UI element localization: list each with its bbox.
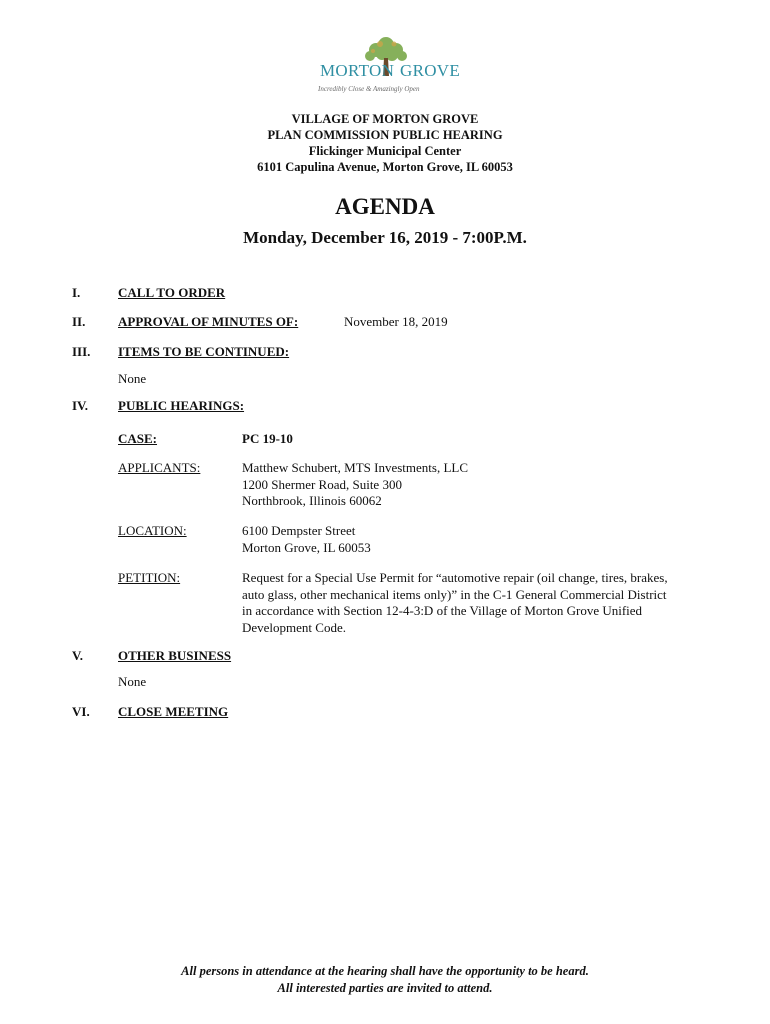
section-title-other-business: OTHER BUSINESS <box>118 648 232 663</box>
section-number: V. <box>72 648 83 663</box>
case-value: PC 19-10 <box>242 431 293 446</box>
applicants-block <box>242 460 468 510</box>
section-number: I. <box>72 285 81 300</box>
petition-line: Development Code. <box>242 619 346 635</box>
petition-line: Request for a Special Use Permit for “automotive repair (oil change, tires, brakes, <box>242 570 668 585</box>
section-title-public-hearings: PUBLIC HEARINGS: <box>118 398 245 413</box>
items-continued-body: None <box>118 371 147 386</box>
morton-grove-logo <box>310 36 460 98</box>
location-block <box>242 523 371 556</box>
section-title-close-meeting: CLOSE MEETING <box>118 704 229 719</box>
applicant-line: 1200 Shermer Road, Suite 300 <box>242 476 402 492</box>
petition-line: in accordance with Section 12-4-3:D of the Village of Morton Grove Unified <box>242 603 643 618</box>
header-address: 6101 Capulina Avenue, Morton Grove, IL 60053 <box>257 160 513 174</box>
section-title-approval-of-minutes: APPROVAL OF MINUTES OF: <box>118 314 299 329</box>
location-line: Morton Grove, IL 60053 <box>242 539 371 555</box>
applicant-line: Northbrook, Illinois 60062 <box>242 493 382 508</box>
header-commission: PLAN COMMISSION PUBLIC HEARING <box>267 128 503 142</box>
logo-wordmark-left: MORTON <box>320 61 395 80</box>
footer-note <box>0 963 770 997</box>
section-title-items-continued: ITEMS TO BE CONTINUED: <box>118 344 290 359</box>
petition-block <box>242 570 668 636</box>
section-number: VI. <box>72 704 90 719</box>
case-label: CASE: <box>118 431 158 446</box>
logo-tagline: Incredibly Close & Amazingly Open <box>318 85 420 93</box>
petition-label: PETITION: <box>118 570 181 585</box>
section-number: II. <box>72 314 86 329</box>
tree-logo-icon <box>310 36 460 98</box>
header-venue: Flickinger Municipal Center <box>308 144 462 158</box>
location-line: 6100 Dempster Street <box>242 523 356 538</box>
header-village-name: VILLAGE OF MORTON GROVE <box>291 112 479 126</box>
meeting-date: Monday, December 16, 2019 - 7:00P.M. <box>243 228 527 247</box>
petition-line: auto glass, other mechanical items only)” in the C-1 General Commercial District <box>242 586 667 602</box>
agenda-title: AGENDA <box>335 194 435 219</box>
section-number: IV. <box>72 398 89 413</box>
section-number: III. <box>72 344 91 359</box>
logo-wordmark-right: GROVE <box>400 61 460 80</box>
section-title-call-to-order: CALL TO ORDER <box>118 285 226 300</box>
footer-line: All persons in attendance at the hearing shall have the opportunity to be heard. <box>181 964 589 978</box>
other-business-body: None <box>118 674 147 689</box>
applicants-label: APPLICANTS: <box>118 460 201 475</box>
minutes-date: November 18, 2019 <box>344 314 448 329</box>
footer-line: All interested parties are invited to attend. <box>277 981 493 995</box>
location-label: LOCATION: <box>118 523 187 538</box>
applicant-line: Matthew Schubert, MTS Investments, LLC <box>242 460 469 475</box>
